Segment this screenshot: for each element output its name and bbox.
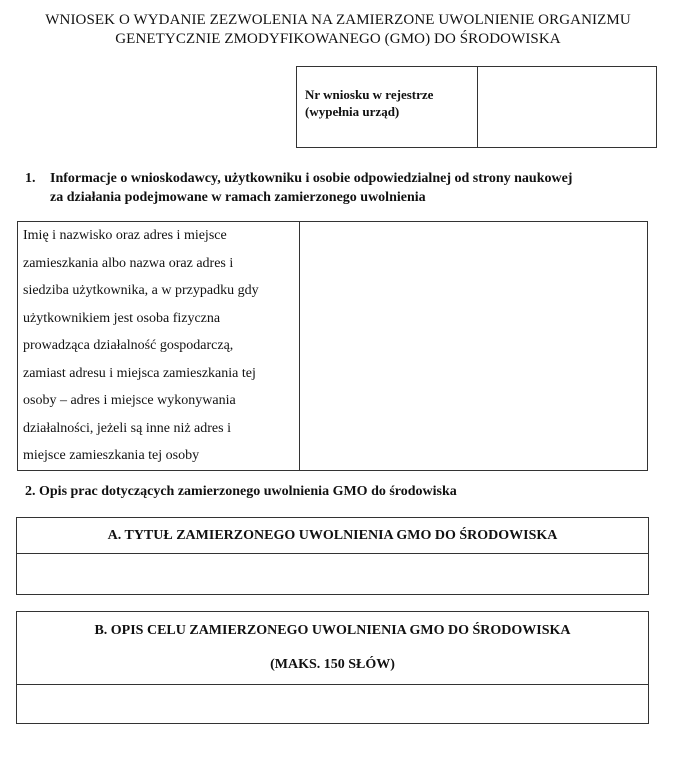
release-title-box xyxy=(16,517,649,595)
applicant-info-label-line: miejsce zamieszkania tej osoby xyxy=(23,448,200,463)
release-purpose-field[interactable] xyxy=(17,685,648,723)
applicant-info-label-line: działalności, jeżeli są inne niż adres i xyxy=(23,420,231,436)
applicant-info-field[interactable] xyxy=(300,222,647,470)
release-purpose-box xyxy=(16,611,649,724)
release-purpose-word-limit: (MAKS. 150 SŁÓW) xyxy=(270,657,395,672)
document-title-line-2: GENETYCZNIE ZMODYFIKOWANEGO (GMO) DO ŚRODOWISKA xyxy=(115,31,561,47)
release-title-field[interactable] xyxy=(17,554,648,595)
release-title-heading: A. TYTUŁ ZAMIERZONEGO UWOLNIENIA GMO DO ŚRODOWISKA xyxy=(17,518,648,554)
document-title xyxy=(0,11,676,49)
registry-number-box xyxy=(296,66,657,148)
section-1-number: 1. xyxy=(25,171,36,186)
section-2-heading: 2. Opis prac dotyczących zamierzonego uwolnienia GMO do środowiska xyxy=(25,484,457,499)
applicant-info-label-line: użytkownikiem jest osoba fizyczna xyxy=(23,310,221,326)
section-1-heading-line-2: za działania podejmowane w ramach zamierzonego uwolnienia xyxy=(50,190,426,205)
release-purpose-heading xyxy=(17,612,648,685)
release-purpose-title: B. OPIS CELU ZAMIERZONEGO UWOLNIENIA GMO DO ŚRODOWISKA xyxy=(94,623,571,638)
document-title-line-1: WNIOSEK O WYDANIE ZEZWOLENIA NA ZAMIERZONE UWOLNIENIE ORGANIZMU xyxy=(45,12,631,28)
registry-number-label xyxy=(297,67,478,147)
applicant-info-table xyxy=(17,221,648,471)
applicant-info-label-line: zamiast adresu i miejsca zamieszkania tej xyxy=(23,365,256,381)
applicant-info-label-line: zamieszkania albo nazwa oraz adres i xyxy=(23,255,234,271)
registry-number-field[interactable] xyxy=(478,67,656,147)
applicant-info-label-line: siedziba użytkownika, a w przypadku gdy xyxy=(23,283,259,298)
registry-number-label-line-2: (wypełnia urząd) xyxy=(305,104,400,119)
applicant-info-label-line: prowadząca działalność gospodarczą, xyxy=(23,338,234,353)
registry-number-label-line-1: Nr wniosku w rejestrze xyxy=(305,87,434,102)
applicant-info-label-line: osoby – adres i miejsce wykonywania xyxy=(23,393,236,408)
applicant-info-label-line: Imię i nazwisko oraz adres i miejsce xyxy=(23,228,227,243)
section-1-heading xyxy=(25,169,665,207)
applicant-info-label xyxy=(18,222,300,470)
section-1-heading-line-1: Informacje o wnioskodawcy, użytkowniku i osobie odpowiedzialnej od strony naukowej xyxy=(50,171,573,186)
